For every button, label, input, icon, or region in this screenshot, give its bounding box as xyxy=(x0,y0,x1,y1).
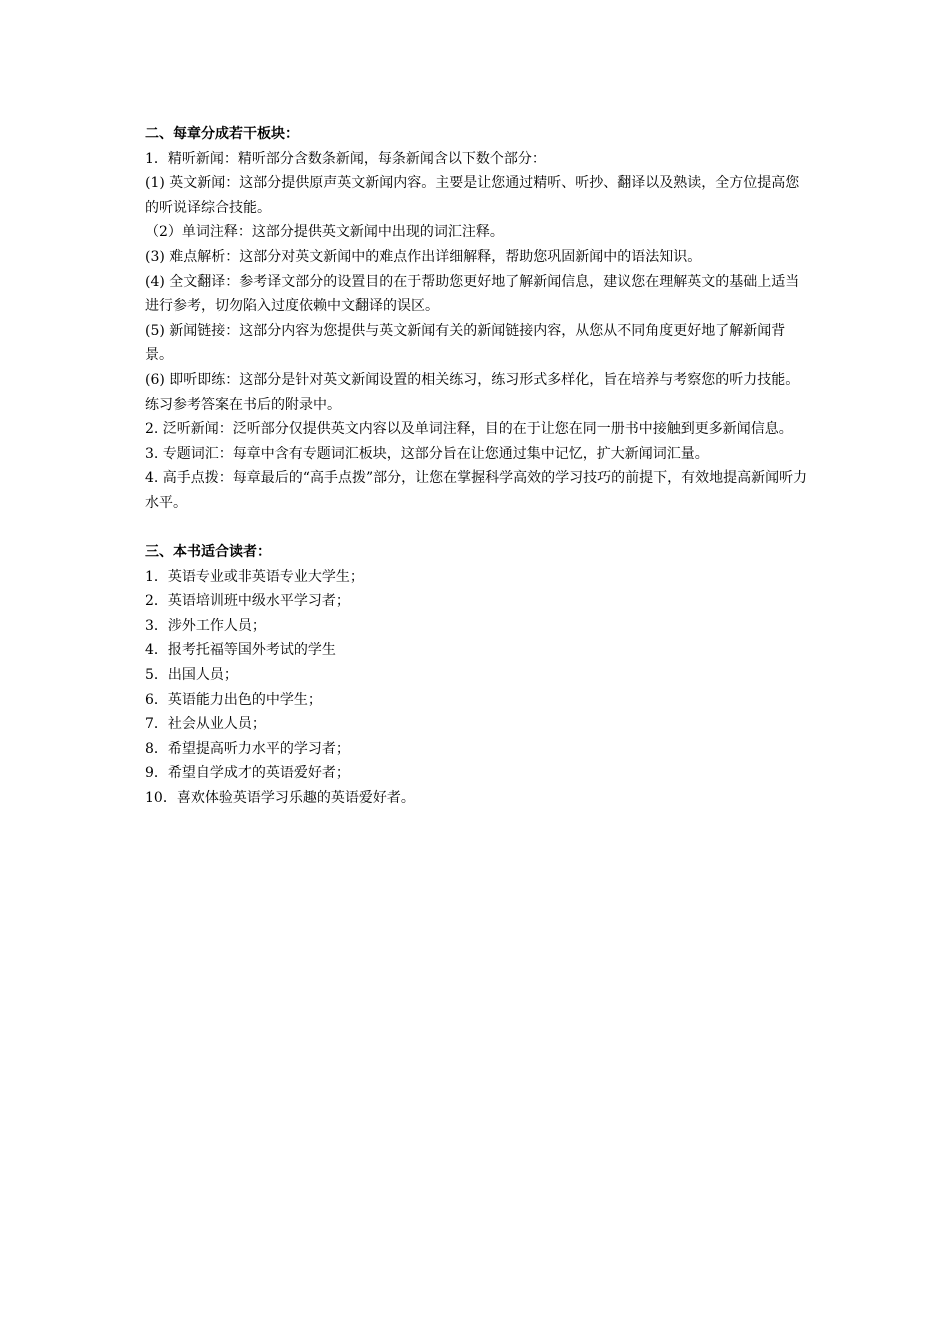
paragraph: (3) 难点解析：这部分对英文新闻中的难点作出详细解释，帮助您巩固新闻中的语法知识。 xyxy=(145,248,702,265)
paragraph: 4. 高手点拨：每章最后的“高手点拨”部分，让您在掌握科学高效的学习技巧的前提下，有效地提高新闻听力水平。 xyxy=(145,470,808,511)
paragraph: (5) 新闻链接：这部分内容为您提供与英文新闻有关的新闻链接内容，从您从不同角度更好地了解新闻背景。 xyxy=(145,322,786,364)
paragraph: （2）单词注释：这部分提供英文新闻中出现的词汇注释。 xyxy=(145,224,504,241)
paragraph: 1．精听新闻：精听部分含数条新闻，每条新闻含以下数个部分： xyxy=(145,150,546,167)
list-item: 1．英语专业或非英语专业大学生； xyxy=(145,568,364,585)
paragraph: (1) 英文新闻：这部分提供原声英文新闻内容。主要是让您通过精听、听抄、翻译以及熟读，全方位提高您的听说译综合技能。 xyxy=(145,175,800,216)
list-item: 2．英语培训班中级水平学习者； xyxy=(145,593,350,610)
paragraph: 2. 泛听新闻：泛听部分仅提供英文内容以及单词注释，目的在于让您在同一册书中接触到更多新闻信息。 xyxy=(145,421,793,438)
list-item: 3．涉外工作人员； xyxy=(145,617,266,634)
list-item: 9．希望自学成才的英语爱好者； xyxy=(145,765,350,782)
section-heading: 三、本书适合读者： xyxy=(145,544,271,561)
document-page xyxy=(145,122,810,811)
list-item: 7．社会从业人员； xyxy=(145,716,266,733)
section-spacer xyxy=(145,516,810,541)
list-item: 5．出国人员； xyxy=(145,667,238,684)
list-item: 10．喜欢体验英语学习乐趣的英语爱好者。 xyxy=(145,790,415,807)
paragraph: 3. 专题词汇：每章中含有专题词汇板块，这部分旨在让您通过集中记忆，扩大新闻词汇量。 xyxy=(145,445,709,462)
list-item: 4．报考托福等国外考试的学生 xyxy=(145,642,336,659)
list-item: 8．希望提高听力水平的学习者； xyxy=(145,740,350,757)
paragraph: (6) 即听即练：这部分是针对英文新闻设置的相关练习，练习形式多样化，旨在培养与考察您的听力技能。练习参考答案在书后的附录中。 xyxy=(145,371,800,413)
paragraph: (4) 全文翻译：参考译文部分的设置目的在于帮助您更好地了解新闻信息，建议您在理解英文的基础上适当进行参考，切勿陷入过度依赖中文翻译的误区。 xyxy=(145,273,800,315)
section-heading: 二、每章分成若干板块： xyxy=(145,126,299,142)
list-item: 6．英语能力出色的中学生； xyxy=(145,691,322,708)
